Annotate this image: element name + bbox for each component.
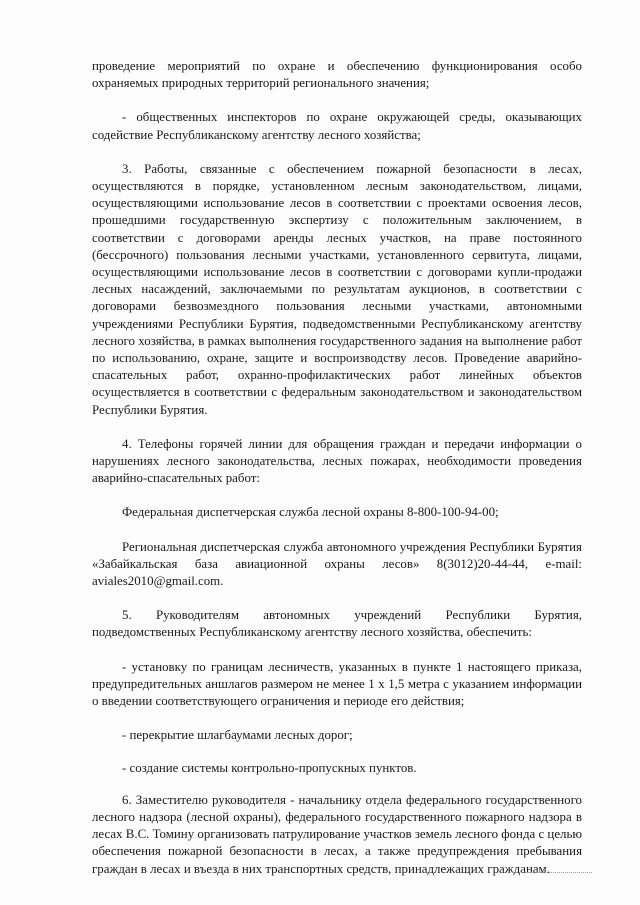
paragraph-item-4: 4. Телефоны горячей линии для обращения граждан и передачи информации о нарушениях лесного законодательства, лесных пожарах, необходимости проведения аварийно-спасательных работ: — [92, 436, 582, 486]
paragraph-item-3: 3. Работы, связанные с обеспечением пожарной безопасности в лесах, осуществляются в порядке, установленном лесным законодательством, лицами, осуществляющими использование лесов в соответствии с проектами освоения лесов, прошедшими государственную экспертизу с положительным заключением, в соответствии с договорами аренды лесных участков, на праве постоянного (бессрочного) пользования лесными участками, установленного сервитута, лицами, осуществляющими использование лесов в соответствии с договорами купли-продажи лесных насаждений, заключаемыми по результатам аукционов, в соответствии с договорами безвозмездного пользования лесными участками, автономными учреждениями Республики Бурятия, подведомственными Республиканскому агентству лесного хозяйства, в рамках выполнения государственного задания на выполнение работ по использованию, охране, защите и воспроизводству лесов. Проведение аварийно-спасательных работ, охранно-профилактических работ линейных объектов осуществляется в соответствии с федеральным законодательством и законодательством Республики Бурятия. — [92, 161, 582, 417]
document-body — [92, 58, 582, 895]
paragraph-continuation: проведение мероприятий по охране и обеспечению функционирования особо охраняемых природных территорий регионального значения; — [92, 59, 582, 91]
paragraph-item-6: 6. Заместителю руководителя - начальнику отдела федерального государственного лесного надзора (лесной охраны), федерального государственного пожарного надзора в лесах В.С. Томину организовать патрулирование участков земель лесного фонда с целью обеспечения пожарной безопасности в лесах, а также предупреждения пребывания граждан в лесах и въезда в них транспортных средств, принадлежащих гражданам. — [92, 792, 582, 876]
paragraph-item-5: 5. Руководителям автономных учреждений Республики Бурятия, подведомственных Республиканскому агентству лесного хозяйства, обеспечить: — [92, 608, 582, 640]
paragraph-signs: - установку по границам лесничеств, указанных в пункте 1 настоящего приказа, предупредительных аншлагов размером не менее 1 х 1,5 метра с указанием информации о введении соответствующего ограничения и периоде его действия; — [92, 659, 582, 709]
paragraph-regional-hotline: Региональная диспетчерская служба автономного учреждения Республики Бурятия «Забайкальская база авиационной охраны лесов» 8(3012)20-44-44, e-mail: aviales2010@gmail.com. — [92, 539, 582, 589]
paragraph-public-inspectors: - общественных инспекторов по охране окружающей среды, оказывающих содействие Республиканскому агентству лесного хозяйства; — [92, 110, 582, 142]
paragraph-checkpoints: - создание системы контрольно-пропускных пунктов. — [122, 760, 417, 775]
paragraph-federal-hotline: Федеральная диспетчерская служба лесной охраны 8-800-100-94-00; — [122, 505, 499, 520]
paragraph-barriers: - перекрытие шлагбаумами лесных дорог; — [122, 728, 353, 743]
footer-divider — [512, 872, 592, 873]
